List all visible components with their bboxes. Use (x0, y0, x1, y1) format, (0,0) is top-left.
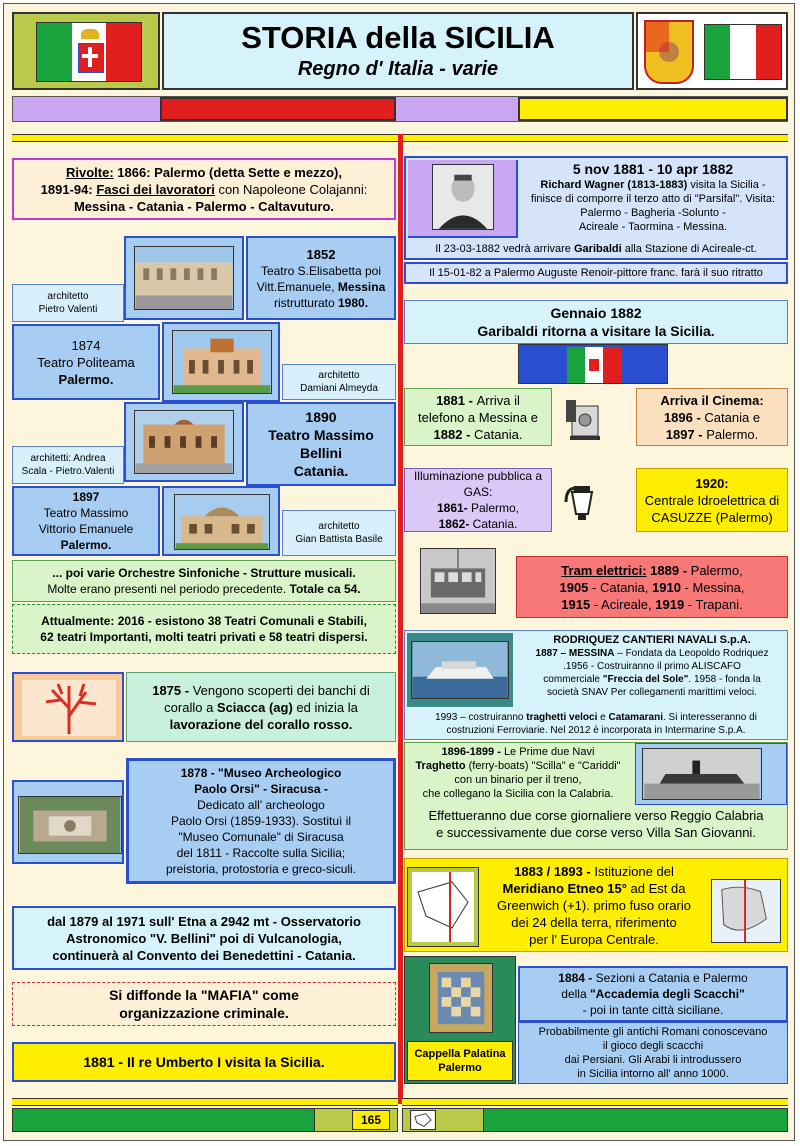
coral-frame (12, 672, 124, 742)
cappella-palatina-chess-mosaic (429, 963, 493, 1033)
telephone-icon (560, 396, 610, 442)
orchestre-box: ... poi varie Orchestre Sinfoniche - Strutture musicali. Molte erano presenti nel periodo precedente. Totale ca 54. (12, 560, 396, 602)
museo-box: 1878 - "Museo Archeologico Paolo Orsi" - Siracusa - Dedicato all' archeologo Paolo Orsi (1859-1933). Sostituì il "Museo Comunale" di Siracusa del 1811 - Raccolte sulla Sicilia; preistoria, protostoria e greco-siculi. (126, 758, 396, 884)
wagner-box: 5 nov 1881 - 10 apr 1882 Richard Wagner (1813-1883) visita la Sicilia - finisce di comporre il terzo atto di "Parsifal". Visita: Palermo - Bagheria -Solunto - Acireale - Taormina - Messina. Il 23-03-1882 vedrà arrivare Garibaldi alla Stazione di Acireale-ct. (404, 156, 788, 260)
teatro-massimo-palermo-photo (174, 494, 270, 550)
page-title: STORIA della SICILIA (241, 20, 555, 55)
hydrofoil-photo (411, 641, 509, 699)
header-band-yellow (518, 97, 788, 121)
savoy-flag-icon (567, 347, 621, 383)
museum-frame (12, 780, 124, 864)
page-number-box (352, 1110, 390, 1130)
page-number: 165 (360, 1113, 382, 1127)
theatre-1897-frame (162, 486, 280, 556)
attualmente-box: Attualmente: 2016 - esistono 38 Teatri Comunali e Stabili, 62 teatri Importanti, molti teatri privati e 58 teatri dispersi. (12, 604, 396, 654)
teatro-politeama-photo (172, 330, 272, 394)
ferry-frame (635, 743, 787, 805)
ferry-boat-photo (642, 748, 762, 800)
architect-1897: architetto Gian Battista Basile (282, 510, 396, 556)
cantieri-box: RODRIQUEZ CANTIERI NAVALI S.p.A. 1887 – MESSINA – Fondata da Leopoldo Rodriquez .1956 - Costruiranno il primo ALISCAFO commerciale "Freccia del Sole". 1958 - fonda la società SNAV Per collegamenti marittimi veloci. 1993 – costruiranno traghetti veloci e Catamarani. Si interesseranno di costruzioni Ferroviarie. Nel 2012 è incorporata in Intermarine S.p.A. (404, 630, 788, 740)
sicily-map-frame (407, 867, 479, 947)
museo-paolo-orsi-photo (18, 796, 122, 854)
hydrofoil-frame (407, 633, 513, 707)
italian-flag-icon (704, 24, 782, 80)
column-divider (398, 134, 403, 1104)
theatre-1874-text: 1874 Teatro Politeama Palermo. (12, 324, 160, 400)
teatro-massimo-bellini-photo (134, 410, 234, 474)
theatre-1890-frame (124, 402, 244, 482)
navi-box: 1896-1899 - Le Prime due Navi Traghetto (ferry-boats) "Scilla" e "Cariddi" con un binario per il treno, che collegano la Sicilia con la Calabria. Effettueranno due corse giornaliere verso Reggio Calabria e successivamente due corse verso Villa San Giovanni. (404, 742, 788, 850)
header-band-red (160, 97, 396, 121)
gennaio-1882-box: Gennaio 1882 Garibaldi ritorna a visitare la Sicilia. (404, 300, 788, 344)
page-subtitle: Regno d' Italia - varie (297, 58, 499, 80)
flag-banner (518, 344, 668, 384)
electric-tram-photo (420, 548, 496, 614)
tram-box: Tram elettrici: 1889 - Palermo, 1905 - Catania, 1910 - Messina, 1915 - Acireale, 1919 - Trapani. (516, 556, 788, 618)
gas-box: Illuminazione pubblica a GAS: 1861- Palermo, 1862- Catania. (404, 468, 552, 532)
renoir-box: Il 15-01-82 a Palermo Auguste Renoir-pittore franc. farà il suo ritratto (404, 262, 788, 284)
footer-rule-right (402, 1098, 788, 1106)
architects-1890: architetti: Andrea Scala - Pietro.Valenti (12, 446, 124, 484)
rivolte-box: Rivolte: 1866: Palermo (detta Sette e mezzo), 1891-94: Fasci dei lavoratori con Napoleone Colajanni: Messina - Catania - Palermo - Caltavuturo. (12, 158, 396, 220)
architect-1852: architetto Pietro Valenti (12, 284, 124, 322)
scacchi-history-box: Probabilmente gli antichi Romani conoscevano il gioco degli scacchi dai Persiani. Gli Arabi li introdussero in Sicilia intorno all' anno 1000. (518, 1022, 788, 1084)
corallo-box: 1875 - Vengono scoperti dei banchi di corallo a Sciacca (ag) ed inizia la lavorazione del corallo rosso. (126, 672, 396, 742)
europe-timezone-map (711, 879, 781, 943)
trinacria-emblem-icon (644, 20, 694, 84)
footer-rule-left (12, 1098, 398, 1106)
theatre-1852-text: 1852 Teatro S.Elisabetta poi Vitt.Emanuele, Messina ristrutturato 1980. (246, 236, 396, 320)
gas-lamp-icon (562, 478, 602, 528)
header-flag-savoy (12, 12, 160, 90)
cappella-frame (404, 956, 516, 1084)
footer-map-thumbnail (410, 1110, 436, 1130)
scacchi-box: 1884 - Sezioni a Catania e Palermo della "Accademia degli Scacchi" - poi in tante città siciliane. (518, 966, 788, 1022)
theatre-1874-frame (162, 322, 280, 402)
richard-wagner-photo (432, 164, 494, 230)
architect-1874: architetto Damiani Almeyda (282, 364, 396, 400)
header-flags-right (636, 12, 788, 90)
left-top-rule (12, 134, 398, 142)
right-top-rule (402, 134, 788, 142)
meridiano-box: 1883 / 1893 - Istituzione del Meridiano Etneo 15° ad Est da Greenwich (+1). primo fuso orario dei 24 della terra, riferimento per l' Europa Centrale. (404, 858, 788, 952)
cappella-caption: Cappella Palatina Palermo (407, 1041, 513, 1081)
header-title-box (162, 12, 634, 90)
wagner-frame (408, 160, 518, 238)
sicily-meridian-map (412, 872, 474, 942)
cinema-box: Arriva il Cinema: 1896 - Catania e 1897 - Palermo. (636, 388, 788, 446)
teatro-vittorio-emanuele-photo (134, 246, 234, 310)
crown-icon (81, 29, 99, 39)
theatre-1890-text: 1890 Teatro Massimo Bellini Catania. (246, 402, 396, 486)
telefono-box: 1881 - Arriva il telefono a Messina e 1882 - Catania. (404, 388, 552, 446)
theatre-1897-text: 1897 Teatro Massimo Vittorio Emanuele Palermo. (12, 486, 160, 556)
casuzze-box: 1920: Centrale Idroelettrica di CASUZZE (Palermo) (636, 468, 788, 532)
mafia-box: Si diffonde la "MAFIA" come organizzazione criminale. (12, 982, 396, 1026)
umberto-box: 1881 - Il re Umberto I visita la Sicilia. (12, 1042, 396, 1082)
red-coral-photo (22, 680, 116, 736)
etna-box: dal 1879 al 1971 sull' Etna a 2942 mt - Osservatorio Astronomico "V. Bellini" poi di Vulcanologia, continuerà al Convento dei Benedettini - Catania. (12, 906, 396, 970)
theatre-1852-frame (124, 236, 244, 320)
